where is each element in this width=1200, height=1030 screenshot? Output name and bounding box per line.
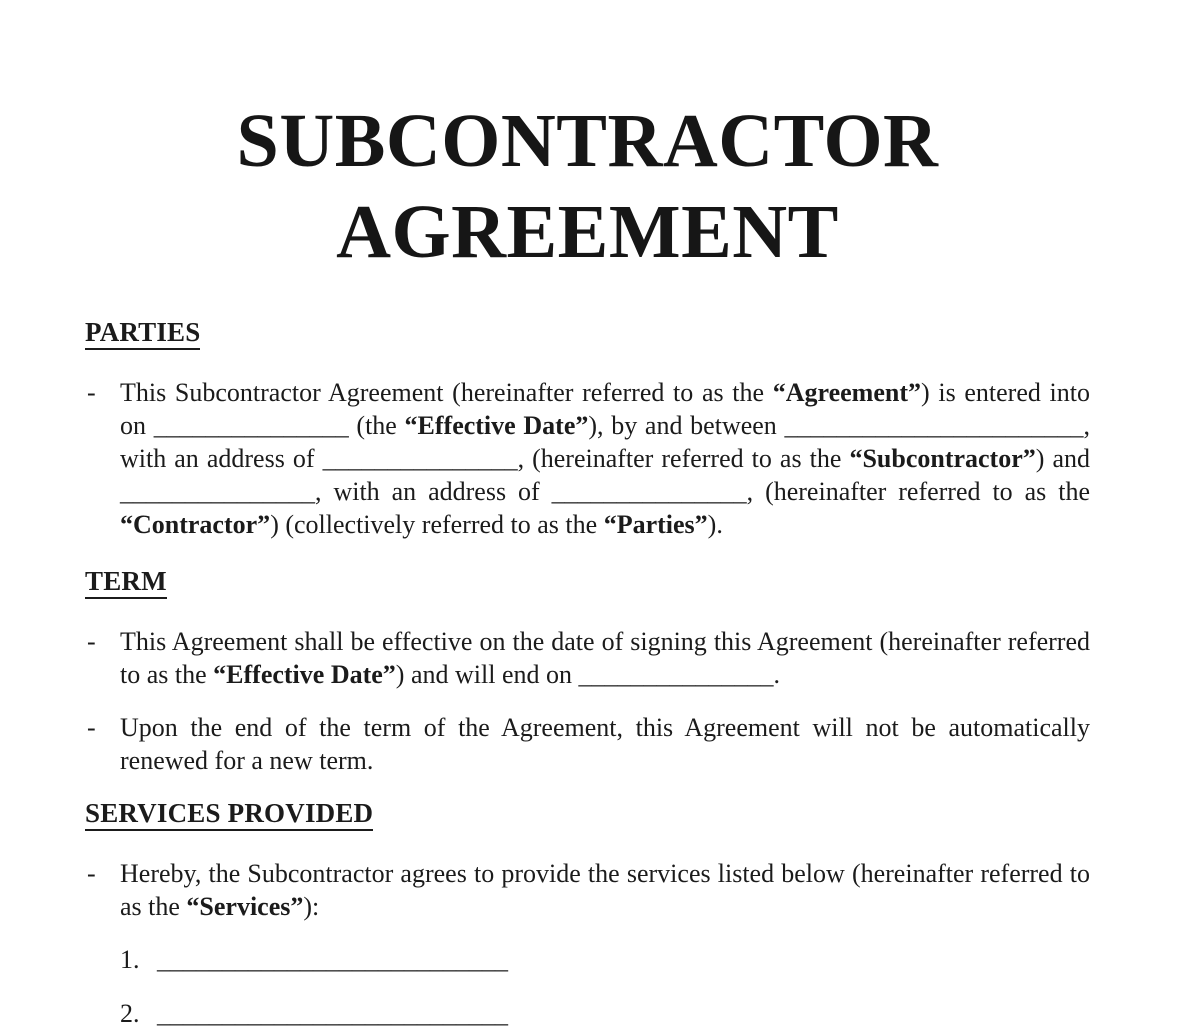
service-item-1 [120,943,1090,976]
term-effective-date: “Effective Date” [213,660,396,689]
services-text: ): [303,892,320,921]
blank-service-1[interactable]: ___________________________ [157,945,508,974]
services-text: Hereby, the Subcontractor agrees to provide the services listed below (hereinafter referred to as the [120,859,1090,921]
parties-text: , (hereinafter referred to as the [517,444,850,473]
blank-contractor-name[interactable]: _______________ [120,477,315,506]
bullet-marker: - [87,859,96,888]
parties-text: , with an address of [315,477,552,506]
blank-service-2[interactable]: ___________________________ [157,999,508,1028]
parties-text: , with an address of [120,411,1090,473]
blank-subcontractor-name[interactable]: _______________________ [784,411,1084,440]
parties-text: ) is entered into on [120,378,1090,440]
term-paragraph-1 [85,625,1090,691]
bullet-marker: - [87,627,96,656]
parties-text: ) (collectively referred to as the [270,510,604,539]
document-title-line1: SUBCONTRACTOR [236,99,939,183]
term-text: . [773,660,780,689]
section-heading-parties: PARTIES [85,316,1090,349]
blank-end-date[interactable]: _______________ [578,660,774,689]
parties-text: This Subcontractor Agreement (hereinafter referred to as the [120,378,773,407]
term-parties: “Parties” [603,510,708,539]
term-text: This Agreement shall be effective on the date of signing this Agreement (hereinafter referred to as the [120,627,1090,689]
term-text: Upon the end of the term of the Agreement, this Agreement will not be automatically renewed for a new term. [120,713,1090,775]
parties-paragraph [85,376,1090,541]
bullet-marker: - [87,713,96,742]
term-contractor: “Contractor” [120,510,271,539]
term-effective-date: “Effective Date” [404,411,589,440]
blank-subcontractor-address[interactable]: _______________ [322,444,518,473]
service-item-2 [120,997,1090,1030]
term-subcontractor: “Subcontractor” [849,444,1036,473]
parties-text: (the [348,411,405,440]
parties-text: , (hereinafter referred to as the [746,477,1090,506]
service-item-number: 2. [120,999,140,1028]
parties-text: ). [707,510,723,539]
section-heading-term: TERM [85,565,1090,598]
blank-contractor-address[interactable]: _______________ [551,477,747,506]
document-title [85,96,1090,278]
blank-effective-date[interactable]: _______________ [153,411,349,440]
services-paragraph [85,857,1090,923]
term-services: “Services” [186,892,304,921]
bullet-marker: - [87,378,96,407]
service-item-number: 1. [120,945,140,974]
parties-text: ) and [1035,444,1091,473]
term-agreement: “Agreement” [772,378,921,407]
term-paragraph-2 [85,711,1090,777]
services-list [85,943,1090,1030]
parties-text: ), by and between [588,411,785,440]
document-title-line2: AGREEMENT [336,190,839,274]
section-heading-services: SERVICES PROVIDED [85,797,1090,830]
term-text: ) and will end on [395,660,579,689]
